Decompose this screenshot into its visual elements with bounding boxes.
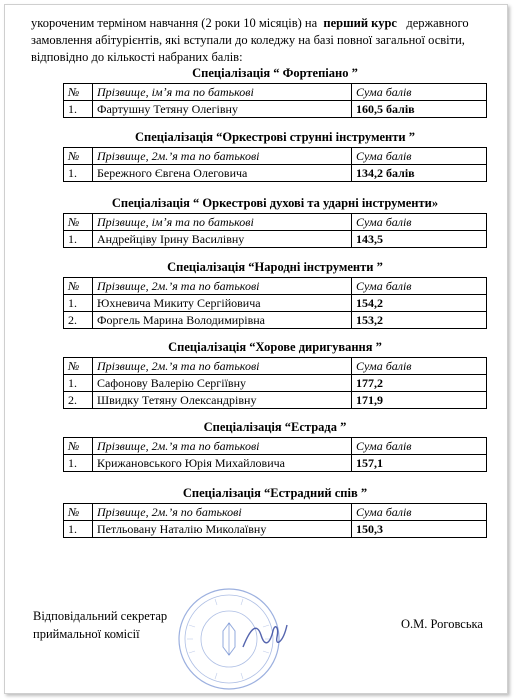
results-table bbox=[63, 357, 487, 409]
intro-line3: відповідно до кількості набраних балів: bbox=[31, 50, 243, 64]
intro-line1-bold: перший курс bbox=[323, 16, 397, 30]
row-name: Бережного Євгена Олеговича bbox=[93, 165, 352, 182]
header-score: Сума балів bbox=[352, 358, 487, 375]
header-score: Сума балів bbox=[352, 148, 487, 165]
table-header-row bbox=[64, 214, 487, 231]
header-score: Сума балів bbox=[352, 504, 487, 521]
section-fortepiano bbox=[63, 65, 487, 118]
header-number: № bbox=[64, 84, 93, 101]
header-score: Сума балів bbox=[352, 278, 487, 295]
row-name: Андрейціву Ірину Василівну bbox=[93, 231, 352, 248]
header-score: Сума балів bbox=[352, 84, 487, 101]
table-row bbox=[64, 392, 487, 409]
row-score: 134,2 балів bbox=[352, 165, 487, 182]
table-row bbox=[64, 231, 487, 248]
table-row bbox=[64, 455, 487, 472]
header-number: № bbox=[64, 438, 93, 455]
results-table bbox=[63, 277, 487, 329]
secretary-line2: приймальної комісії bbox=[33, 627, 140, 641]
row-name: Швидку Тетяну Олександрівну bbox=[93, 392, 352, 409]
header-name: Прізвище, 2м.’я та по батькові bbox=[93, 278, 352, 295]
header-name: Прізвище, 2м.’я та по батькові bbox=[93, 438, 352, 455]
row-number: 1. bbox=[64, 295, 93, 312]
header-number: № bbox=[64, 148, 93, 165]
row-number: 1. bbox=[64, 455, 93, 472]
row-name: Петльовану Наталію Миколаївну bbox=[93, 521, 352, 538]
table-header-row bbox=[64, 504, 487, 521]
section-title: Спеціалізація “Хорове диригування ” bbox=[168, 340, 382, 354]
row-number: 1. bbox=[64, 101, 93, 118]
section-title: Спеціалізація “Народні інструменти ” bbox=[167, 260, 383, 274]
row-number: 1. bbox=[64, 231, 93, 248]
table-row bbox=[64, 295, 487, 312]
signature-icon bbox=[239, 617, 289, 657]
section-title: Спеціалізація “Естрадний спів ” bbox=[182, 486, 368, 500]
row-name: Сафонову Валерію Сергіївну bbox=[93, 375, 352, 392]
results-table bbox=[63, 437, 487, 472]
header-number: № bbox=[64, 278, 93, 295]
row-number: 2. bbox=[64, 312, 93, 329]
section-folk bbox=[63, 259, 487, 329]
intro-line1-c: державного bbox=[406, 16, 469, 30]
section-estrada bbox=[63, 419, 487, 472]
results-table bbox=[63, 83, 487, 118]
results-table bbox=[63, 147, 487, 182]
header-name: Прізвище, 2м.’я та по батькові bbox=[93, 358, 352, 375]
table-row bbox=[64, 521, 487, 538]
table-row bbox=[64, 375, 487, 392]
row-name: Юхневича Микиту Сергійовича bbox=[93, 295, 352, 312]
row-name: Фартушну Тетяну Олегівну bbox=[93, 101, 352, 118]
results-table bbox=[63, 213, 487, 248]
row-score: 171,9 bbox=[352, 392, 487, 409]
table-header-row bbox=[64, 84, 487, 101]
section-strings bbox=[63, 129, 487, 182]
header-name: Прізвище, 2м.’я по батькові bbox=[93, 504, 352, 521]
header-number: № bbox=[64, 504, 93, 521]
row-score: 150,3 bbox=[352, 521, 487, 538]
section-title: Спеціалізація “ Фортепіано ” bbox=[192, 66, 358, 80]
row-number: 1. bbox=[64, 165, 93, 182]
header-number: № bbox=[64, 214, 93, 231]
row-score: 177,2 bbox=[352, 375, 487, 392]
table-header-row bbox=[64, 148, 487, 165]
header-name: Прізвище, 2м.’я та по батькові bbox=[93, 148, 352, 165]
secretary-title bbox=[33, 607, 167, 643]
header-name: Прізвище, імʼя та по батькові bbox=[93, 214, 352, 231]
section-winds bbox=[63, 195, 487, 248]
row-score: 160,5 балів bbox=[352, 101, 487, 118]
table-header-row bbox=[64, 278, 487, 295]
document-page bbox=[4, 4, 508, 694]
table-row bbox=[64, 312, 487, 329]
section-title: Спеціалізація “Естрада ” bbox=[203, 420, 347, 434]
intro-line1-a: укороченим терміном навчання (2 роки 10 місяців) на bbox=[31, 16, 318, 30]
header-name: Прізвище, імʼя та по батькові bbox=[93, 84, 352, 101]
section-choral bbox=[63, 339, 487, 409]
secretary-line1: Відповідальний секретар bbox=[33, 609, 168, 623]
table-row bbox=[64, 101, 487, 118]
header-score: Сума балів bbox=[352, 438, 487, 455]
row-number: 1. bbox=[64, 521, 93, 538]
section-vocal bbox=[63, 485, 487, 538]
header-score: Сума балів bbox=[352, 214, 487, 231]
results-table bbox=[63, 503, 487, 538]
section-title: Спеціалізація “Оркестрові струнні інструменти ” bbox=[135, 130, 415, 144]
secretary-name: О.М. Роговська bbox=[401, 617, 483, 631]
section-title: Спеціалізація “ Оркестрові духові та ударні інструменти» bbox=[111, 196, 439, 210]
row-name: Крижановського Юрія Михайловича bbox=[93, 455, 352, 472]
table-header-row bbox=[64, 438, 487, 455]
header-number: № bbox=[64, 358, 93, 375]
row-name: Форгель Марина Володимирівна bbox=[93, 312, 352, 329]
row-number: 1. bbox=[64, 375, 93, 392]
row-number: 2. bbox=[64, 392, 93, 409]
row-score: 153,2 bbox=[352, 312, 487, 329]
row-score: 154,2 bbox=[352, 295, 487, 312]
intro-line2: замовлення абітурієнтів, які вступали до коледжу на базі повної загальної освіти, bbox=[31, 33, 465, 47]
row-score: 143,5 bbox=[352, 231, 487, 248]
table-row bbox=[64, 165, 487, 182]
row-score: 157,1 bbox=[352, 455, 487, 472]
intro-paragraph bbox=[31, 15, 491, 66]
table-header-row bbox=[64, 358, 487, 375]
